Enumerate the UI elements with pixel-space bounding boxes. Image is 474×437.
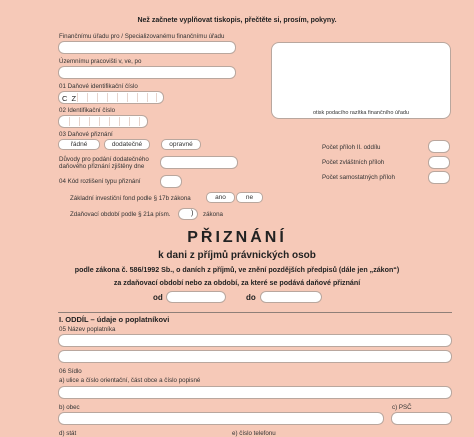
stamp-label: otisk podacího razítka finančního úřadu: [312, 110, 409, 116]
section1-heading: I. ODDÍL – údaje o poplatníkovi: [59, 315, 170, 324]
count-input-section2[interactable]: [428, 140, 450, 153]
dic-label: 01 Daňové identifikační číslo: [59, 83, 138, 90]
form-title: PŘIZNÁNÍ: [187, 229, 287, 246]
type-option-corrective[interactable]: opravné: [161, 139, 201, 150]
count-label-special: Počet zvláštních příloh: [322, 159, 385, 166]
period-to-input[interactable]: [260, 291, 322, 303]
ic-label: 02 Identifikační číslo: [59, 107, 116, 114]
period-from-input[interactable]: [166, 291, 226, 303]
from-label: od: [153, 293, 163, 302]
period-suffix: zákona: [203, 211, 223, 218]
form-subtitle: k dani z příjmů právnických osob: [158, 250, 316, 261]
type-label: 03 Daňové přiznání: [59, 131, 113, 138]
count-input-special[interactable]: [428, 156, 450, 169]
street-input[interactable]: [58, 386, 452, 399]
type-code-label: 04 Kód rozlišení typu přiznání: [59, 178, 141, 185]
name-label: 05 Název poplatníka: [59, 326, 116, 333]
town-label: b) obec: [59, 404, 80, 411]
seat-label: 06 Sídlo: [59, 368, 82, 375]
name-input-2[interactable]: [58, 350, 452, 363]
office-input[interactable]: [58, 41, 236, 54]
office-label: Finančnímu úřadu pro / Specializovanému finančnímu úřadu: [59, 33, 225, 40]
town-input[interactable]: [58, 412, 384, 425]
period-description: za zdaňovací období nebo za období, za které se podává daňové přiznání: [113, 279, 361, 287]
form-instruction: Než začnete vyplňovat tiskopis, přečtěte si, prosím, pokyny.: [137, 17, 337, 24]
reason-label-1: Důvody pro podání dodatečného: [59, 156, 149, 163]
paren-glyph: ): [191, 210, 194, 217]
period-letter-input[interactable]: [178, 208, 198, 220]
workplace-label: Územnímu pracovišti v, ve, po: [59, 58, 142, 65]
fund-option-no[interactable]: ne: [236, 192, 263, 203]
dic-input[interactable]: [58, 91, 164, 104]
law-reference: podle zákona č. 586/1992 Sb., o daních z příjmů, ve znění pozdějších předpisů (dále jen „zákon“): [74, 266, 400, 274]
workplace-input[interactable]: [58, 66, 236, 79]
dic-prefix: C Z: [62, 94, 78, 103]
count-input-standalone[interactable]: [428, 171, 450, 184]
to-label: do: [246, 293, 256, 302]
fund-label: Základní investiční fond podle § 17b zákona: [70, 195, 191, 202]
fund-option-yes[interactable]: ano: [206, 192, 235, 203]
reason-label-2: daňového přiznání zjištěny dne: [59, 163, 145, 170]
street-label: a) ulice a číslo orientační, část obce a číslo popisné: [59, 377, 201, 384]
type-option-regular[interactable]: řádné: [58, 139, 100, 150]
count-label-section2: Počet příloh II. oddílu: [322, 144, 381, 151]
psc-label: c) PSČ: [392, 404, 412, 411]
phone-label: e) číslo telefonu: [232, 430, 276, 437]
count-label-standalone: Počet samostatných příloh: [322, 174, 395, 181]
type-option-supplementary[interactable]: dodatečné: [104, 139, 150, 150]
reason-date-input[interactable]: [160, 156, 238, 169]
type-code-input[interactable]: [160, 175, 182, 188]
ic-input[interactable]: [58, 115, 148, 128]
psc-input[interactable]: [391, 412, 452, 425]
name-input-1[interactable]: [58, 334, 452, 347]
state-label: d) stát: [59, 430, 77, 437]
stamp-box: [271, 42, 451, 119]
section-divider: [58, 312, 452, 313]
period-label: Zdaňovací období podle § 21a písm.: [70, 211, 171, 218]
